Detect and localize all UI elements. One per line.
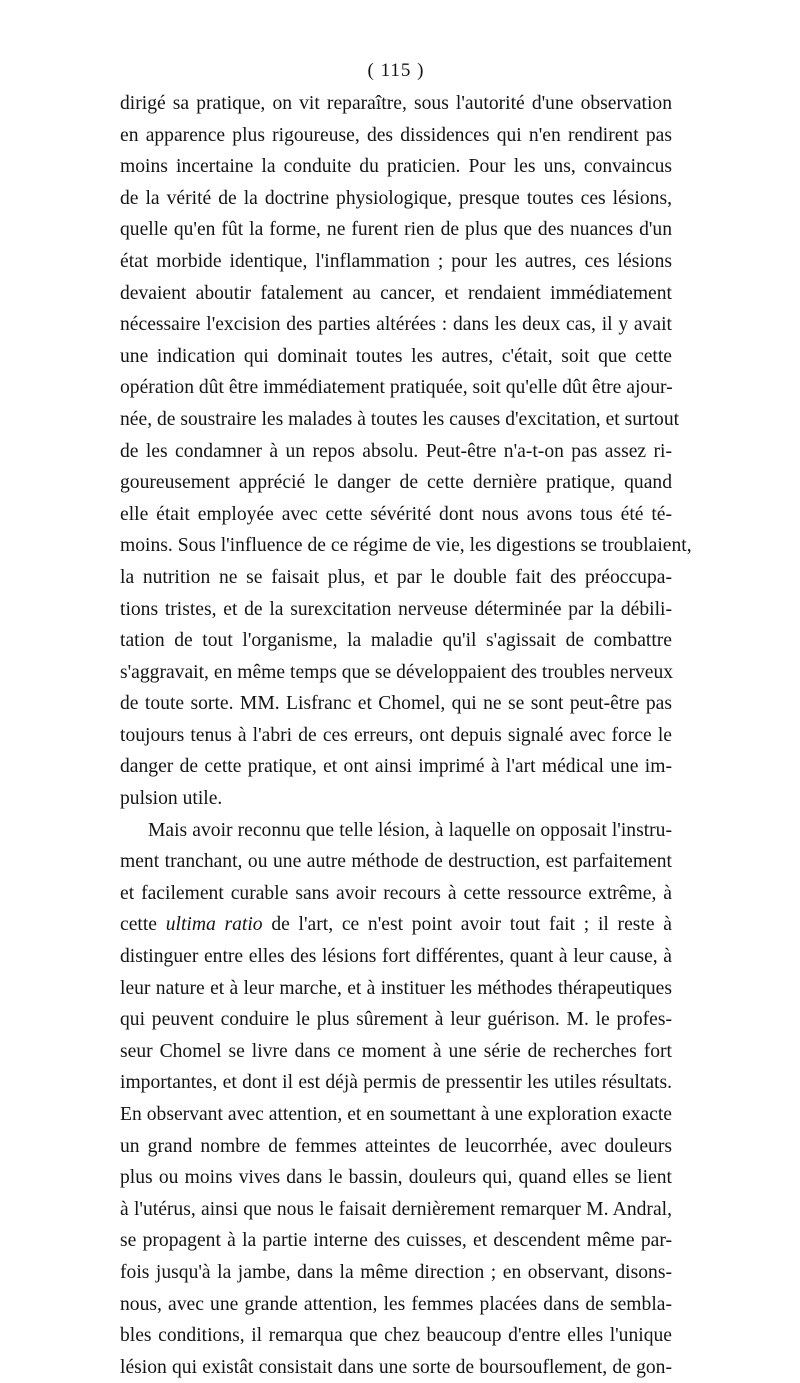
- text-line: une indication qui dominait toutes les autres, c'était, soit que cette: [120, 345, 672, 367]
- text-line: tions tristes, et de la surexcitation nerveuse déterminée par la débili-: [120, 598, 672, 620]
- book-page: [120, 56, 692, 1383]
- text-line: nécessaire l'excision des parties altérées : dans les deux cas, il y avait: [120, 314, 672, 336]
- text-line: se propagent à la partie interne des cuisses, et descendent même par-: [120, 1230, 672, 1252]
- text-line: fois jusqu'à la jambe, dans la même direction ; en observant, disons-: [120, 1261, 672, 1283]
- page-number: ( 115 ): [367, 60, 425, 81]
- text-line: tation de tout l'organisme, la maladie qu'il s'agissait de combattre: [120, 630, 672, 652]
- text-line: qui peuvent conduire le plus sûrement à leur guérison. M. le profes-: [120, 1009, 672, 1031]
- text-line: leur nature et à leur marche, et à instituer les méthodes thérapeutiques: [120, 977, 672, 999]
- text-segment: de l'art, ce n'est point avoir tout fait ; il reste à: [262, 914, 672, 936]
- text-line: quelle qu'en fût la forme, ne furent rien de plus que des nuances d'un: [120, 219, 672, 241]
- text-line: toujours tenus à l'abri de ces erreurs, ont depuis signalé avec force le: [120, 724, 672, 746]
- text-line: en apparence plus rigoureuse, des dissidences qui n'en rendirent pas: [120, 124, 672, 146]
- text-line: et facilement curable sans avoir recours à cette ressource extrême, à: [120, 882, 672, 904]
- text-line: seur Chomel se livre dans ce moment à une série de recherches fort: [120, 1040, 672, 1062]
- text-line: elle était employée avec cette sévérité dont nous avons tous été té-: [120, 503, 672, 525]
- text-segment: cette: [120, 914, 166, 936]
- text-line: lésion qui existât consistait dans une sorte de boursouflement, de gon-: [120, 1356, 672, 1378]
- text-line: un grand nombre de femmes atteintes de leucorrhée, avec douleurs: [120, 1135, 672, 1157]
- text-line: s'aggravait, en même temps que se développaient des troubles nerveux: [120, 661, 674, 683]
- text-line: dirigé sa pratique, on vit reparaître, sous l'autorité d'une observation: [120, 93, 672, 114]
- text-line: ment tranchant, ou une autre méthode de destruction, est parfaitement: [120, 851, 672, 873]
- text-line: [120, 909, 672, 941]
- text-line: de toute sorte. MM. Lisfranc et Chomel, qui ne se sont peut-être pas: [120, 693, 672, 715]
- text-line: opération dût être immédiatement pratiquée, soit qu'elle dût être ajour-: [120, 377, 673, 399]
- text-line: moins. Sous l'influence de ce régime de vie, les digestions se troublaient,: [120, 535, 692, 557]
- body-text: [120, 88, 692, 1383]
- text-line: En observant avec attention, et en soumettant à une exploration exacte: [120, 1104, 672, 1125]
- text-line: état morbide identique, l'inflammation ; pour les autres, ces lésions: [120, 250, 672, 272]
- text-line: Mais avoir reconnu que telle lésion, à laquelle on opposait l'instru-: [148, 819, 672, 841]
- text-line: à l'utérus, ainsi que nous le faisait dernièrement remarquer M. Andral,: [120, 1198, 672, 1220]
- text-line: distinguer entre elles des lésions fort différentes, quant à leur cause, à: [120, 946, 672, 968]
- text-line: de les condamner à un repos absolu. Peut-être n'a-t-on pas assez ri-: [120, 440, 672, 462]
- text-line: la nutrition ne se faisait plus, et par le double fait des préoccupa-: [120, 566, 672, 588]
- text-line: nous, avec une grande attention, les femmes placées dans de sembla-: [120, 1293, 672, 1315]
- text-line: née, de soustraire les malades à toutes les causes d'excitation, et surtout: [120, 408, 680, 430]
- text-line: importantes, et dont il est déjà permis de pressentir les utiles résultats.: [120, 1072, 672, 1094]
- text-line: devaient aboutir fatalement au cancer, et rendaient immédiatement: [120, 282, 672, 304]
- text-line: plus ou moins vives dans le bassin, douleurs qui, quand elles se lient: [120, 1167, 672, 1189]
- italic-phrase: ultima ratio: [165, 914, 263, 936]
- text-line: danger de cette pratique, et ont ainsi imprimé à l'art médical une im-: [120, 756, 672, 778]
- text-line: goureusement apprécié le danger de cette dernière pratique, quand: [120, 472, 672, 494]
- text-line: moins incertaine la conduite du praticien. Pour les uns, convaincus: [120, 156, 672, 178]
- text-line: bles conditions, il remarqua que chez beaucoup d'entre elles l'unique: [120, 1325, 672, 1347]
- text-line: pulsion utile.: [120, 788, 223, 810]
- text-line: de la vérité de la doctrine physiologique, presque toutes ces lésions,: [120, 187, 672, 209]
